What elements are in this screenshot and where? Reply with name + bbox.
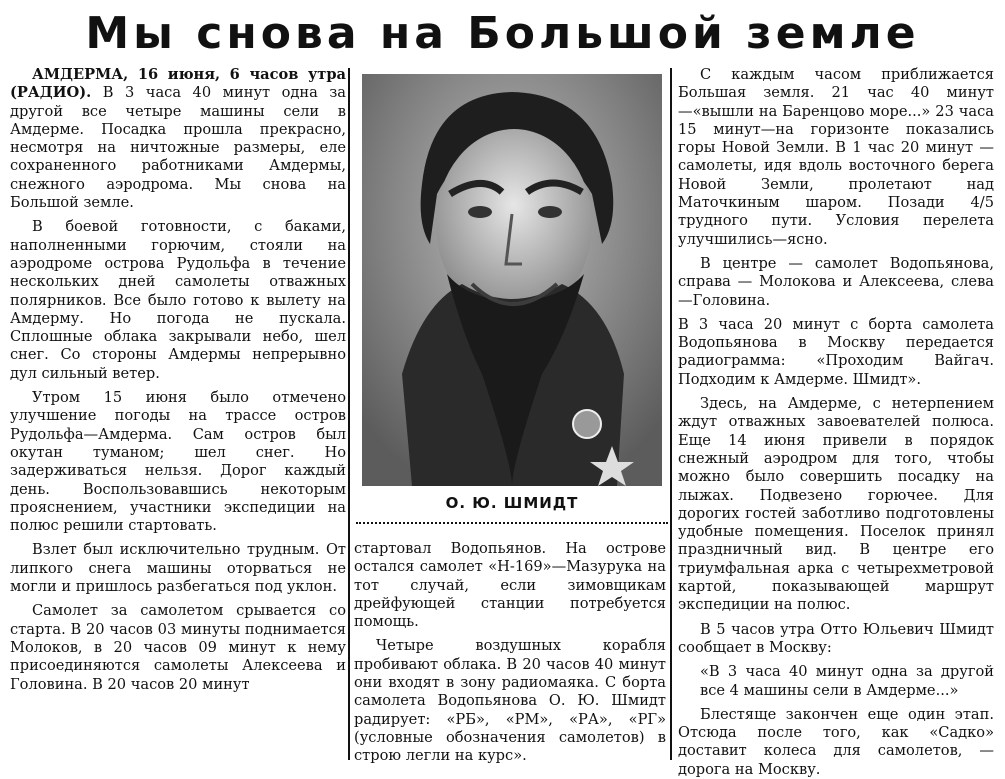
paragraph: Четыре воздушных корабля пробивают облака. В 20 часов 40 минут они входят в зону радиомаяка. С борта самолета Водопьянова О. Ю. Шмидт радирует: «РБ», «РМ», «РА», «РГ» (условные обозначения самолетов) в строю легли на курс». [354,637,666,765]
paragraph: Блестяще закончен еще один этап. Отсюда после того, как «Садко» доставит колеса для самолетов, — дорога на Москву. [678,705,994,778]
dateline: АМДЕРМА, 16 июня, 6 часов утра (РАДИО). [10,66,346,102]
paragraph-text: В 3 часа 40 минут одна за другой все четыре машины сели в Амдерме. Посадка прошла прекрасно, несмотря на ничтожные размеры, еле сохраненного работниками Амдермы, снежного аэродрома. Мы снова на Большой земле. [10,84,347,212]
photo-caption: О. Ю. ШМИДТ [445,494,579,512]
paragraph: С каждым часом приближается Большая земля. 21 час 40 минут—«вышли на Баренцово море...» 23 часа 15 минут—на горизонте показались горы Новой Земли. В 1 час 20 минут — самолеты, идя вдоль восточного берега Новой Земли, пролетают над Маточкиным шаром. Позади 4/5 трудного пути. Условия перелета улучшились—ясно. [678,66,994,248]
paragraph: В 5 часов утра Отто Юльевич Шмидт сообщает в Москву: [678,620,994,656]
paragraph: Утром 15 июня было отмечено улучшение погоды на трассе остров Рудольфа—Амдерма. Сам остров был окутан туманом; шел снег. Но задерживаться нельзя. Дорог каждый день. Воспользовавшись некоторым прояснением, участники экспедиции на полюс решили стартовать. [10,389,346,535]
paragraph: стартовал Водопьянов. На острове остался самолет «Н-169»—Мазурука на тот случай, если зимовщикам дрейфующей станции потребуется помощь. [354,540,666,631]
paragraph: В 3 часа 20 минут с борта самолета Водопьянова в Москву передается радиограмма: «Проходим Вайгач. Подходим к Амдерме. Шмидт». [678,315,994,388]
paragraph: В боевой готовности, с баками, наполненными горючим, стояли на аэродроме острова Рудольфа в течение нескольких дней самолеты отважных полярников. Все было готово к вылету на Амдерму. Но погода не пускала. Сплошные облака закрывали небо, шел снег. Со стороны Амдермы непрерывно дул сильный ветер. [10,218,346,382]
caption-divider [356,522,668,524]
column-rule [670,68,672,760]
portrait-figure [356,70,668,538]
column-right [678,66,994,778]
column-rule [348,68,350,760]
paragraph: Самолет за самолетом срывается со старта. В 20 часов 03 минуты поднимается Молоков, в 20 часов 09 минут к нему присоединяются самолеты Алексеева и Головина. В 20 часов 20 минут [10,602,346,693]
paragraph: Здесь, на Амдерме, с нетерпением ждут отважных завоевателей полюса. Еще 14 июня привели в порядок снежный аэродром для того, чтобы можно было совершить посадку на лыжах. Подвезено горючее. Для дорогих гостей заботливо подготовлены удобные помещения. Поселок принял праздничный вид. В центре его триумфальная арка с четырехметровой картой, показывающей маршрут экспедиции на полюс. [678,395,994,614]
portrait-illustration [362,74,662,486]
column-middle [354,540,666,766]
column-left [10,66,346,766]
portrait-photo [362,74,662,486]
headline: Мы снова на Большой земле [85,8,920,59]
paragraph: В центре — самолет Водопьянова, справа — Молокова и Алексеева, слева—Головина. [678,254,994,309]
quoted-radiogram: «В 3 часа 40 минут одна за другой все 4 машины сели в Амдерме...» [700,663,994,699]
paragraph [10,66,346,212]
paragraph: Взлет был исключительно трудным. От липкого снега машины оторваться не могли и пришлось разбегаться под уклон. [10,541,346,596]
